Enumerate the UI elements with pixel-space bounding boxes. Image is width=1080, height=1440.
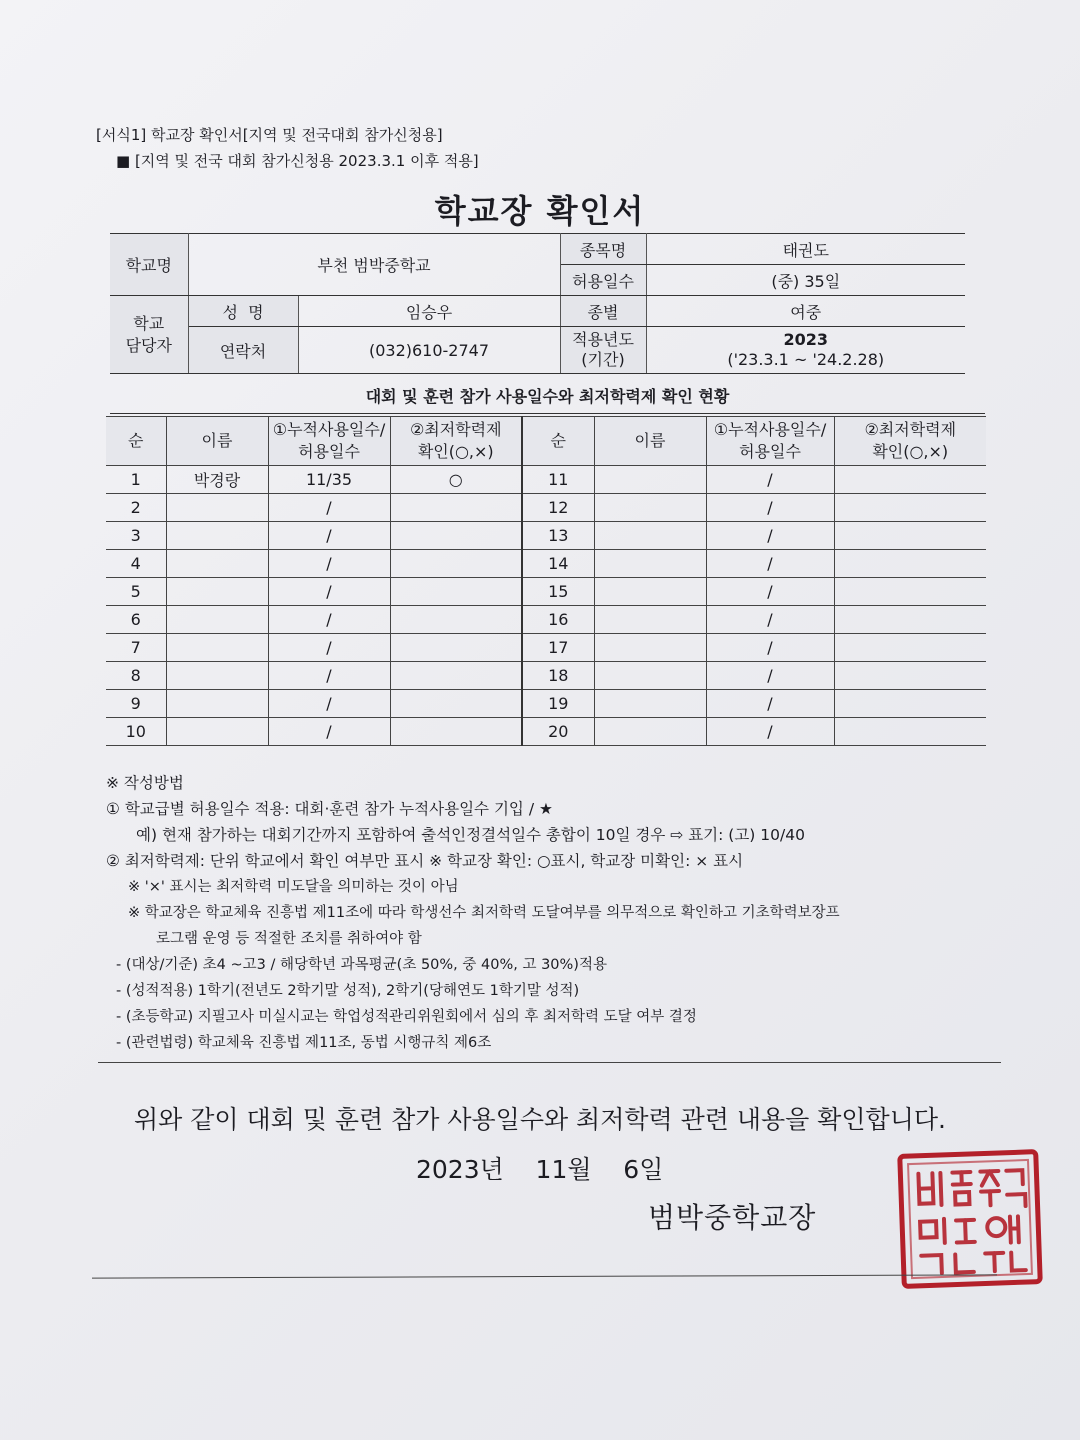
student-name [594,690,706,718]
row-number: 3 [106,522,166,550]
min-academic-check [834,662,986,690]
min-academic-check [834,690,986,718]
year-value: 2023 [783,330,829,349]
type-value: 여중 [646,296,965,327]
student-name [594,550,706,578]
row-number: 6 [106,606,166,634]
usage-days: / [706,522,834,550]
note-1: ① 학교급별 허용일수 적용: 대회·훈련 참가 누적사용일수 기입 / ★ [106,800,553,818]
table-row [106,550,986,578]
order-header: 순 [106,417,166,466]
min-academic-check [834,466,986,494]
min-academic-check [834,606,986,634]
student-name [166,662,268,690]
school-value: 부천 범박중학교 [188,234,560,296]
student-name [166,634,268,662]
notes-heading: ※ 작성방법 [106,774,184,792]
student-name [166,578,268,606]
usage-days: / [706,606,834,634]
usage-days: / [268,494,390,522]
student-name [594,634,706,662]
row-number: 1 [106,466,166,494]
table-row [106,634,986,662]
usage-days: / [706,578,834,606]
row-number: 11 [522,466,594,494]
info-table [110,233,965,374]
period-value: ('23.3.1 ~ '24.2.28) [727,350,885,369]
usage-days: / [268,690,390,718]
min-academic-check [390,718,522,746]
note-2-a: ※ '×' 표시는 최저학력 미도달을 의미하는 것이 아님 [128,879,459,895]
table-row [106,522,986,550]
sport-value: 태권도 [646,234,965,265]
min-academic-check [834,718,986,746]
note-1-example: 예) 현재 참가하는 대회기간까지 포함하여 출석인정결석일수 총합이 10일 경우 ⇨ 표기: (고) 10/40 [136,826,805,844]
usage-days: / [706,466,834,494]
student-name [594,606,706,634]
usage-days: / [268,662,390,690]
min-academic-check [390,690,522,718]
usage-days: / [706,494,834,522]
student-name [594,494,706,522]
row-number: 15 [522,578,594,606]
type-label: 종별 [560,296,646,327]
usage-days: / [706,718,834,746]
min-academic-check [834,522,986,550]
instructions [106,770,1006,1056]
check-header: ②최저학력제 확인(○,×) [834,417,986,466]
row-number: 5 [106,578,166,606]
confirmation-statement: 위와 같이 대회 및 훈련 참가 사용일수와 최저학력 관련 내용을 확인합니다. [134,1105,946,1134]
usage-days: / [268,522,390,550]
min-academic-check [390,634,522,662]
student-name [594,466,706,494]
row-number: 14 [522,550,594,578]
table-row [106,466,986,494]
row-number: 8 [106,662,166,690]
student-name: 박경랑 [166,466,268,494]
min-academic-check [390,494,522,522]
student-name [166,494,268,522]
row-number: 9 [106,690,166,718]
usage-days: 11/35 [268,466,390,494]
allowed-days-value: (중) 35일 [646,265,965,296]
usage-days: / [706,550,834,578]
detail-3: - (초등학교) 지필고사 미실시교는 학업성적관리위원회에서 심의 후 최저학력 도달 여부 결정 [116,1009,697,1025]
usage-table [106,416,986,746]
usage-days: / [706,634,834,662]
student-name [166,522,268,550]
usage-days: / [268,634,390,662]
days-header: ①누적사용일수/ 허용일수 [268,417,390,466]
usage-days: / [268,578,390,606]
year-label: 적용년도 (기간) [560,327,646,374]
min-academic-check [390,550,522,578]
min-academic-check [834,494,986,522]
row-number: 16 [522,606,594,634]
table-row [106,718,986,746]
name-label: 성 명 [188,296,298,327]
min-academic-check [390,606,522,634]
table-row [106,494,986,522]
detail-2: - (성적적용) 1학기(전년도 2학기말 성적), 2학기(당해연도 1학기말 성적) [116,983,580,999]
student-name [166,690,268,718]
divider-bottom [92,1274,997,1278]
table-row [106,662,986,690]
student-name [594,522,706,550]
row-number: 20 [522,718,594,746]
student-name [166,606,268,634]
table-row [106,578,986,606]
row-number: 2 [106,494,166,522]
min-academic-check [834,578,986,606]
row-number: 7 [106,634,166,662]
usage-days: / [706,662,834,690]
order-header: 순 [522,417,594,466]
principal-title: 범박중학교장 [648,1201,817,1234]
year-cell [646,327,965,374]
name-value: 임승우 [298,296,560,327]
contact-value: (032)610-2747 [298,327,560,374]
detail-1: - (대상/기준) 초4 ~고3 / 해당학년 과목평균(초 50%, 중 40%, 고 30%)적용 [116,957,607,973]
allowed-days-label: 허용일수 [560,265,646,296]
table-row [106,606,986,634]
row-number: 18 [522,662,594,690]
note-2-b: ※ 학교장은 학교체육 진흥법 제11조에 따라 학생선수 최저학력 도달여부를 의무적으로 확인하고 기초학력보장프 [128,905,840,921]
issue-date: 2023년 11월 6일 [416,1155,664,1184]
school-label: 학교명 [110,234,188,296]
min-academic-check [834,634,986,662]
min-academic-check: ○ [390,466,522,494]
row-number: 17 [522,634,594,662]
student-name [166,718,268,746]
table-row [106,690,986,718]
name-header: 이름 [166,417,268,466]
official-seal [896,1148,1045,1291]
days-header: ①누적사용일수/ 허용일수 [706,417,834,466]
row-number: 13 [522,522,594,550]
student-name [594,578,706,606]
check-header: ②최저학력제 확인(○,×) [390,417,522,466]
usage-days: / [268,550,390,578]
min-academic-check [390,522,522,550]
usage-days: / [268,606,390,634]
usage-days: / [268,718,390,746]
document-title: 학교장 확인서 [434,192,646,230]
form-sub-label: ■ [지역 및 전국 대회 참가신청용 2023.3.1 이후 적용] [116,152,479,170]
student-name [594,662,706,690]
row-number: 19 [522,690,594,718]
detail-4: - (관련법령) 학교체육 진흥법 제11조, 동법 시행규칙 제6조 [116,1035,492,1051]
min-academic-check [834,550,986,578]
student-name [166,550,268,578]
row-number: 10 [106,718,166,746]
student-name [594,718,706,746]
divider-top [98,1062,1001,1063]
usage-days: / [706,690,834,718]
min-academic-check [390,578,522,606]
contact-label: 연락처 [188,327,298,374]
row-number: 4 [106,550,166,578]
row-number: 12 [522,494,594,522]
manager-label: 학교 담당자 [110,296,188,374]
min-academic-check [390,662,522,690]
note-2-b-cont: 로그램 운영 등 적절한 조치를 취하여야 함 [156,931,422,947]
usage-header-row [106,417,986,466]
usage-section-title: 대회 및 훈련 참가 사용일수와 최저학력제 확인 현황 [110,384,985,414]
note-2: ② 최저학력제: 단위 학교에서 확인 여부만 표시 ※ 학교장 확인: ○표시, 학교장 미확인: × 표시 [106,852,744,870]
sport-label: 종목명 [560,234,646,265]
name-header: 이름 [594,417,706,466]
form-label: [서식1] 학교장 확인서[지역 및 전국대회 참가신청용] [96,126,443,144]
